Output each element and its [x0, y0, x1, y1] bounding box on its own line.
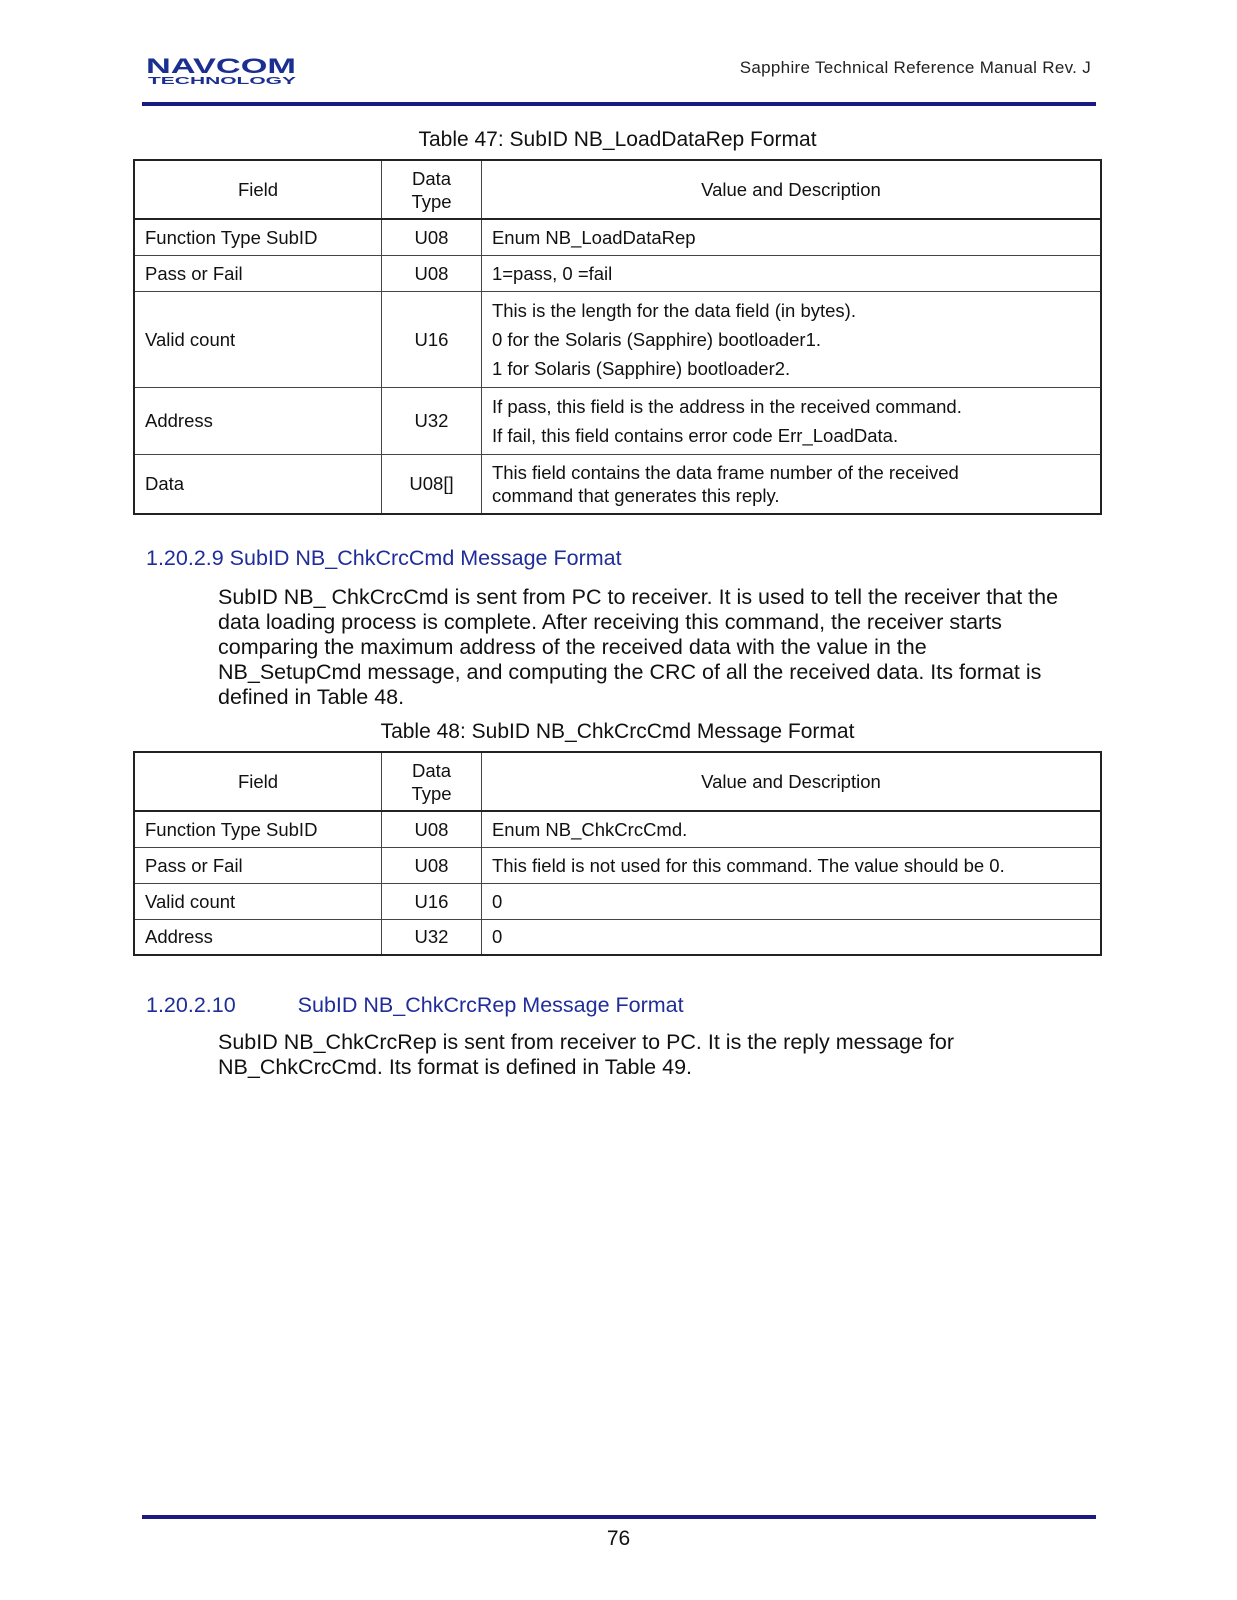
- table-row: [134, 847, 1101, 883]
- table48-caption: Table 48: SubID NB_ChkCrcCmd Message Format: [380, 720, 855, 743]
- page-number: 76: [606, 1527, 631, 1550]
- logo-wordmark: NAVCOM: [146, 56, 296, 78]
- navcom-logo: [146, 56, 302, 86]
- header-data-type: Data Type: [382, 752, 482, 811]
- cell-field: Function Type SubID: [134, 811, 382, 847]
- table-header-row: [134, 752, 1101, 811]
- cell-type: U08: [382, 847, 482, 883]
- cell-desc: 0: [481, 883, 1101, 919]
- header-value-description: Value and Description: [481, 160, 1101, 219]
- cell-field: Pass or Fail: [134, 255, 382, 291]
- section2-paragraph: SubID NB_ChkCrcRep is sent from receiver to PC. It is the reply message for NB_ChkCrcCmd. Its format is defined in Table 49.: [218, 1030, 955, 1079]
- cell-desc: Enum NB_ChkCrcCmd.: [481, 811, 1101, 847]
- cell-type: U16: [382, 883, 482, 919]
- table47: [133, 159, 1102, 515]
- header-rule: [142, 102, 1096, 106]
- cell-desc: Enum NB_LoadDataRep: [481, 219, 1101, 255]
- cell-desc: 0: [481, 919, 1101, 955]
- cell-type: U08: [382, 811, 482, 847]
- table47-caption: Table 47: SubID NB_LoadDataRep Format: [418, 128, 817, 151]
- cell-field: Address: [134, 919, 382, 955]
- document-title: Sapphire Technical Reference Manual Rev. J: [739, 58, 1091, 77]
- cell-desc: If pass, this field is the address in the received command. If fail, this field contains error code Err_LoadData.: [481, 387, 1101, 454]
- header-value-description: Value and Description: [481, 752, 1101, 811]
- cell-type: U08: [382, 255, 482, 291]
- table-row: [134, 811, 1101, 847]
- navcom-logo-graphic: [146, 56, 302, 86]
- header-data-type: Data Type: [382, 160, 482, 219]
- table-row: [134, 919, 1101, 955]
- table-row: [134, 387, 1101, 454]
- table-header-row: [134, 160, 1101, 219]
- table-row: [134, 291, 1101, 387]
- cell-type: U08: [382, 219, 482, 255]
- cell-field: Pass or Fail: [134, 847, 382, 883]
- table48: [133, 751, 1102, 956]
- section1-paragraph: SubID NB_ ChkCrcCmd is sent from PC to receiver. It is used to tell the receiver that the data loading process is complete. After receiving this command, the receiver starts comparing the maximum address of the received data with the value in the NB_SetupCmd message, and computing the CRC of all the received data. Its format is defined in Table 48.: [218, 585, 1059, 709]
- header-field: Field: [134, 160, 382, 219]
- section-heading-1-20-2-10: [146, 993, 684, 1018]
- cell-type: U32: [382, 387, 482, 454]
- table-row: [134, 255, 1101, 291]
- cell-desc: This field is not used for this command. The value should be 0.: [481, 847, 1101, 883]
- cell-field: Data: [134, 454, 382, 514]
- cell-field: Valid count: [134, 883, 382, 919]
- header-field: Field: [134, 752, 382, 811]
- cell-field: Valid count: [134, 291, 382, 387]
- section-number: 1.20.2.10: [146, 993, 236, 1017]
- cell-field: Address: [134, 387, 382, 454]
- section-title: SubID NB_ChkCrcRep Message Format: [297, 993, 684, 1017]
- cell-desc: 1=pass, 0 =fail: [481, 255, 1101, 291]
- footer-rule: [142, 1515, 1096, 1519]
- cell-desc: This is the length for the data field (in bytes). 0 for the Solaris (Sapphire) bootloader1. 1 for Solaris (Sapphire) bootloader2.: [481, 291, 1101, 387]
- cell-type: U16: [382, 291, 482, 387]
- cell-type: U08[]: [382, 454, 482, 514]
- cell-field: Function Type SubID: [134, 219, 382, 255]
- cell-type: U32: [382, 919, 482, 955]
- section-heading-1-20-2-9: 1.20.2.9 SubID NB_ChkCrcCmd Message Format: [146, 546, 622, 570]
- table-row: [134, 454, 1101, 514]
- table-row: [134, 219, 1101, 255]
- cell-desc: This field contains the data frame number of the received command that generates this reply.: [481, 454, 1101, 514]
- table-row: [134, 883, 1101, 919]
- logo-subtitle: TECHNOLOGY: [148, 76, 297, 86]
